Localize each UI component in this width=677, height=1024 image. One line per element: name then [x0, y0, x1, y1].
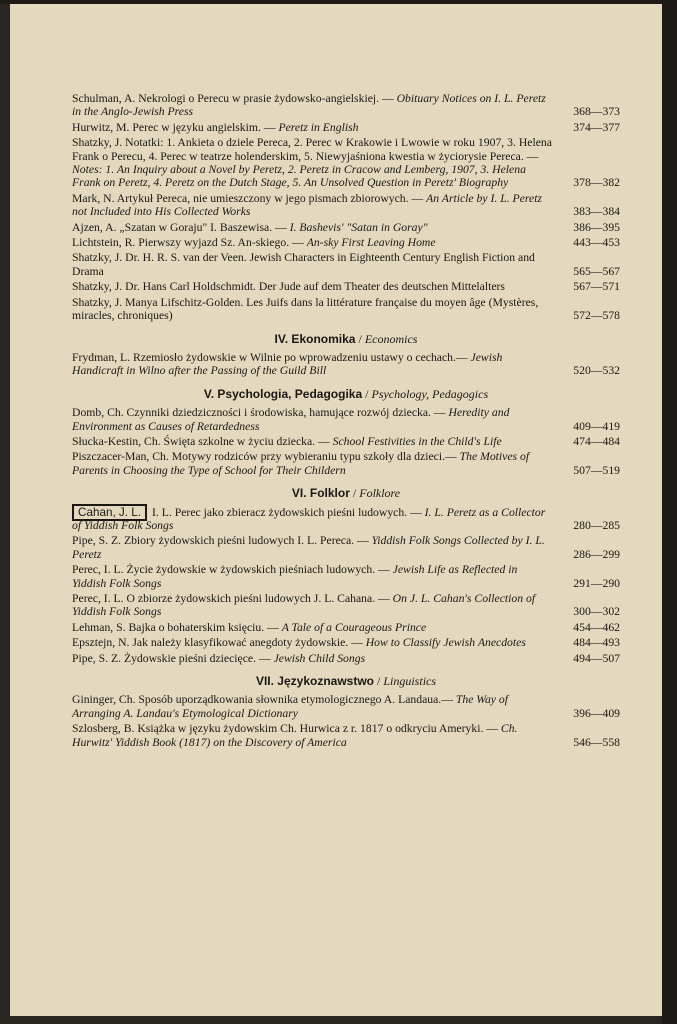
entry-english-title: Obituary Notices on I. L. Peretz in the Anglo-Jewish Press: [72, 92, 546, 119]
entry-text: [72, 450, 554, 477]
toc-entry: [72, 92, 620, 119]
entry-pages: 520—532: [573, 364, 620, 378]
entry-polish-title: Shatzky, J. Dr. H. R. S. van der Veen. Jewish Characters in Eighteenth Century English Fiction and Drama: [72, 251, 535, 278]
entry-english-title: Heredity and Environment as Causes of Retardedness: [72, 406, 510, 433]
section-heading-linguistics: VII. Językoznawstwo / Linguistics: [255, 674, 437, 689]
entry-polish-title: Lehman, S. Bajka o bohaterskim księciu. —: [72, 620, 279, 634]
entry-pages: 546—558: [573, 735, 620, 749]
toc-entry: [72, 296, 620, 323]
toc-entry: [72, 450, 620, 477]
entries-psychology: [72, 406, 620, 477]
toc-entry: [72, 506, 620, 533]
entry-text: [72, 506, 554, 533]
section-title-en: Economics: [364, 331, 418, 346]
entry-text: [72, 351, 554, 378]
entry-polish-title: Shatzky, J. Manya Lifschitz-Golden. Les Juifs dans la littérature française du moyen âge (Mystères, miracles, chroniques): [72, 295, 539, 323]
entries-economics: [72, 351, 620, 378]
entry-text: [72, 563, 554, 590]
entry-polish-title: Hurwitz, M. Perec w języku angielskim. —: [72, 120, 276, 134]
entry-english-title: How to Classify Jewish Anecdotes: [365, 636, 526, 650]
entry-text: [72, 592, 554, 619]
toc-entry: [72, 592, 620, 619]
toc-entry: [72, 652, 620, 665]
toc-entry: [72, 280, 620, 293]
toc-entry: [72, 192, 620, 219]
section-title-pl: VII. Językoznawstwo: [255, 674, 374, 689]
entry-pages: 565—567: [573, 264, 620, 278]
entry-text: [72, 121, 554, 134]
entry-polish-title: Szlosberg, B. Książka w języku żydowskim Ch. Hurwica z r. 1817 o odkryciu Ameryki. —: [72, 722, 498, 736]
toc-entry: [72, 722, 620, 749]
toc-page: [72, 92, 620, 751]
entry-pages: 378—382: [573, 176, 620, 190]
toc-entry: [72, 406, 620, 433]
entry-polish-title: Shatzky, J. Dr. Hans Carl Holdschmidt. Der Jude auf dem Theater des deutschen Mittelalters: [72, 280, 505, 294]
toc-entry: [72, 563, 620, 590]
entry-text: [72, 296, 554, 323]
entry-pages: 374—377: [573, 120, 620, 134]
entry-polish-title: Słucka-Kestin, Ch. Święta szkolne w życiu dziecka. —: [72, 434, 330, 448]
entry-polish-title: Pipe, S. Z. Zbiory żydowskich pieśni ludowych I. L. Pereca. —: [72, 534, 369, 548]
toc-entry: [72, 534, 620, 561]
entry-english-title: An Article by I. L. Peretz not Included into His Collected Works: [72, 191, 542, 219]
entry-pages: 386—395: [573, 220, 620, 234]
section-title-pl: V. Psychologia, Pedagogika: [203, 386, 363, 401]
highlighted-author: Cahan, J. L.: [72, 504, 147, 521]
entry-polish-title: I. L. Perec jako zbieracz żydowskich pieśni ludowych. —: [152, 505, 422, 519]
scan-edge-right: [662, 0, 677, 1024]
section-title-en: Linguistics: [383, 674, 437, 689]
entry-pages: 443—453: [573, 236, 620, 250]
section-title-pl: IV. Ekonomika: [274, 331, 356, 346]
entry-polish-title: Pipe, S. Z. Żydowskie pieśni dziecięce. —: [72, 651, 271, 665]
entry-pages: 291—290: [573, 576, 620, 590]
entry-text: [72, 92, 554, 119]
entry-text: [72, 192, 554, 219]
entry-pages: 396—409: [573, 706, 620, 720]
toc-entry: [72, 693, 620, 720]
entry-pages: 494—507: [573, 651, 620, 665]
entry-english-title: The Way of Arranging A. Landau's Etymological Dictionary: [72, 693, 509, 720]
entry-english-title: Jewish Handicraft in Wilno after the Passing of the Guild Bill: [72, 350, 503, 378]
entry-pages: 300—302: [573, 605, 620, 619]
section-heading-psychology: V. Psychologia, Pedagogika / Psychology, Pedagogics: [203, 386, 489, 401]
entries-literature: [72, 92, 620, 323]
entry-english-title: Yiddish Folk Songs Collected by I. L. Peretz: [72, 534, 545, 561]
toc-entry: [72, 621, 620, 634]
entry-polish-title: Shatzky, J. Notatki: 1. Ankieta o dziele Pereca, 2. Perec w Krakowie i Lwowie w roku 1907, 3. Helena Frank o Perecu, 4. Perec w teatrze holenderskim, 5. Niewyjaśniona kwestia w życiorysie Pereca. —: [72, 136, 552, 163]
entry-english-title: The Motives of Parents in Choosing the Type of School for Their Childern: [72, 450, 530, 477]
entry-polish-title: Lichtstein, R. Pierwszy wyjazd Sz. An-skiego. —: [72, 236, 304, 250]
entry-pages: 383—384: [573, 205, 620, 219]
entry-english-title: Notes: 1. An Inquiry about a Novel by Peretz, 2. Peretz in Cracow and Lemberg, 1907, 3. Helena Frank on Peretz, 4. Peretz on the Dutch Stage, 5. An Unsolved Question in Peretz' Biography: [72, 163, 526, 190]
entry-polish-title: Mark, N. Artykuł Pereca, nie umieszczony w jego pismach zbiorowych. —: [72, 191, 424, 205]
entry-text: [72, 621, 554, 634]
entry-pages: 368—373: [573, 105, 620, 119]
entry-pages: 484—493: [573, 636, 620, 650]
section-title-pl: VI. Folklor: [291, 486, 350, 501]
entry-polish-title: Perec, I. L. Życie żydowskie w żydowskich pieśniach ludowych. —: [72, 563, 390, 577]
section-title-en: Psychology, Pedagogics: [371, 386, 489, 401]
entry-polish-title: Epsztejn, N. Jak należy klasyfikować anegdoty żydowskie. —: [72, 636, 363, 650]
section-heading-folklore: VI. Folklor / Folklore: [291, 486, 401, 501]
toc-entry: [72, 251, 620, 278]
entry-text: [72, 406, 554, 433]
entry-polish-title: Gininger, Ch. Sposób uporządkowania słownika etymologicznego A. Landaua.—: [72, 693, 453, 707]
entry-text: [72, 251, 554, 278]
toc-entry: [72, 636, 620, 649]
entry-english-title: An-sky First Leaving Home: [306, 236, 436, 250]
toc-entry: [72, 351, 620, 378]
entry-text: [72, 652, 554, 665]
toc-entry: [72, 121, 620, 134]
entry-english-title: Ch. Hurwitz' Yiddish Book (1817) on the Discovery of America: [72, 722, 518, 749]
entry-english-title: I. Bashevis' "Satan in Goray": [289, 220, 428, 234]
entry-english-title: On J. L. Cahan's Collection of Yiddish Folk Songs: [72, 592, 536, 619]
entry-polish-title: Schulman, A. Nekrologi o Perecu w prasie żydowsko-angielskiej. —: [72, 92, 394, 105]
entry-text: [72, 221, 554, 234]
entry-text: [72, 693, 554, 720]
entry-pages: 286—299: [573, 547, 620, 561]
entry-english-title: A Tale of a Courageous Prince: [281, 620, 427, 634]
entries-linguistics: [72, 693, 620, 749]
entry-english-title: Jewish Child Songs: [273, 651, 366, 665]
entry-english-title: Jewish Life as Reflected in Yiddish Folk Songs: [72, 563, 518, 590]
entry-pages: 572—578: [573, 309, 620, 323]
entry-polish-title: Ajzen, A. „Szatan w Goraju" I. Baszewisa. —: [72, 220, 287, 234]
entry-english-title: Peretz in English: [278, 120, 359, 134]
entry-pages: 409—419: [573, 419, 620, 433]
toc-entry: [72, 221, 620, 234]
entry-polish-title: Perec, I. L. O zbiorze żydowskich pieśni ludowych J. L. Cahana. —: [72, 592, 390, 605]
entry-polish-title: Domb, Ch. Czynniki dziedziczności i środowiska, hamujące rozwój dziecka. —: [72, 406, 446, 420]
entry-text: [72, 722, 554, 749]
toc-entry: [72, 435, 620, 448]
entry-polish-title: Frydman, L. Rzemiosło żydowskie w Wilnie po wprowadzeniu ustawy o cechach.—: [72, 350, 468, 364]
toc-entry: [72, 236, 620, 249]
entries-folklore: [72, 506, 620, 665]
entry-text: [72, 280, 554, 293]
entry-text: [72, 435, 554, 448]
entry-text: [72, 636, 554, 649]
entry-text: [72, 136, 554, 190]
entry-text: [72, 534, 554, 561]
entry-polish-title: Piszczacer-Man, Ch. Motywy rodziców przy wybieraniu typu szkoły dla dzieci.—: [72, 450, 457, 464]
entry-english-title: School Festivities in the Child's Life: [332, 434, 502, 448]
entry-text: [72, 236, 554, 249]
entry-pages: 454—462: [573, 620, 620, 634]
entry-pages: 567—571: [573, 280, 620, 294]
entry-pages: 280—285: [573, 518, 620, 532]
entry-pages: 507—519: [573, 463, 620, 477]
entry-pages: 474—484: [573, 434, 620, 448]
section-title-en: Folklore: [359, 486, 401, 501]
toc-entry: [72, 136, 620, 190]
section-heading-economics: IV. Ekonomika / Economics: [274, 331, 418, 346]
entry-english-title: I. L. Peretz as a Collector of Yiddish Folk Songs: [72, 505, 546, 532]
